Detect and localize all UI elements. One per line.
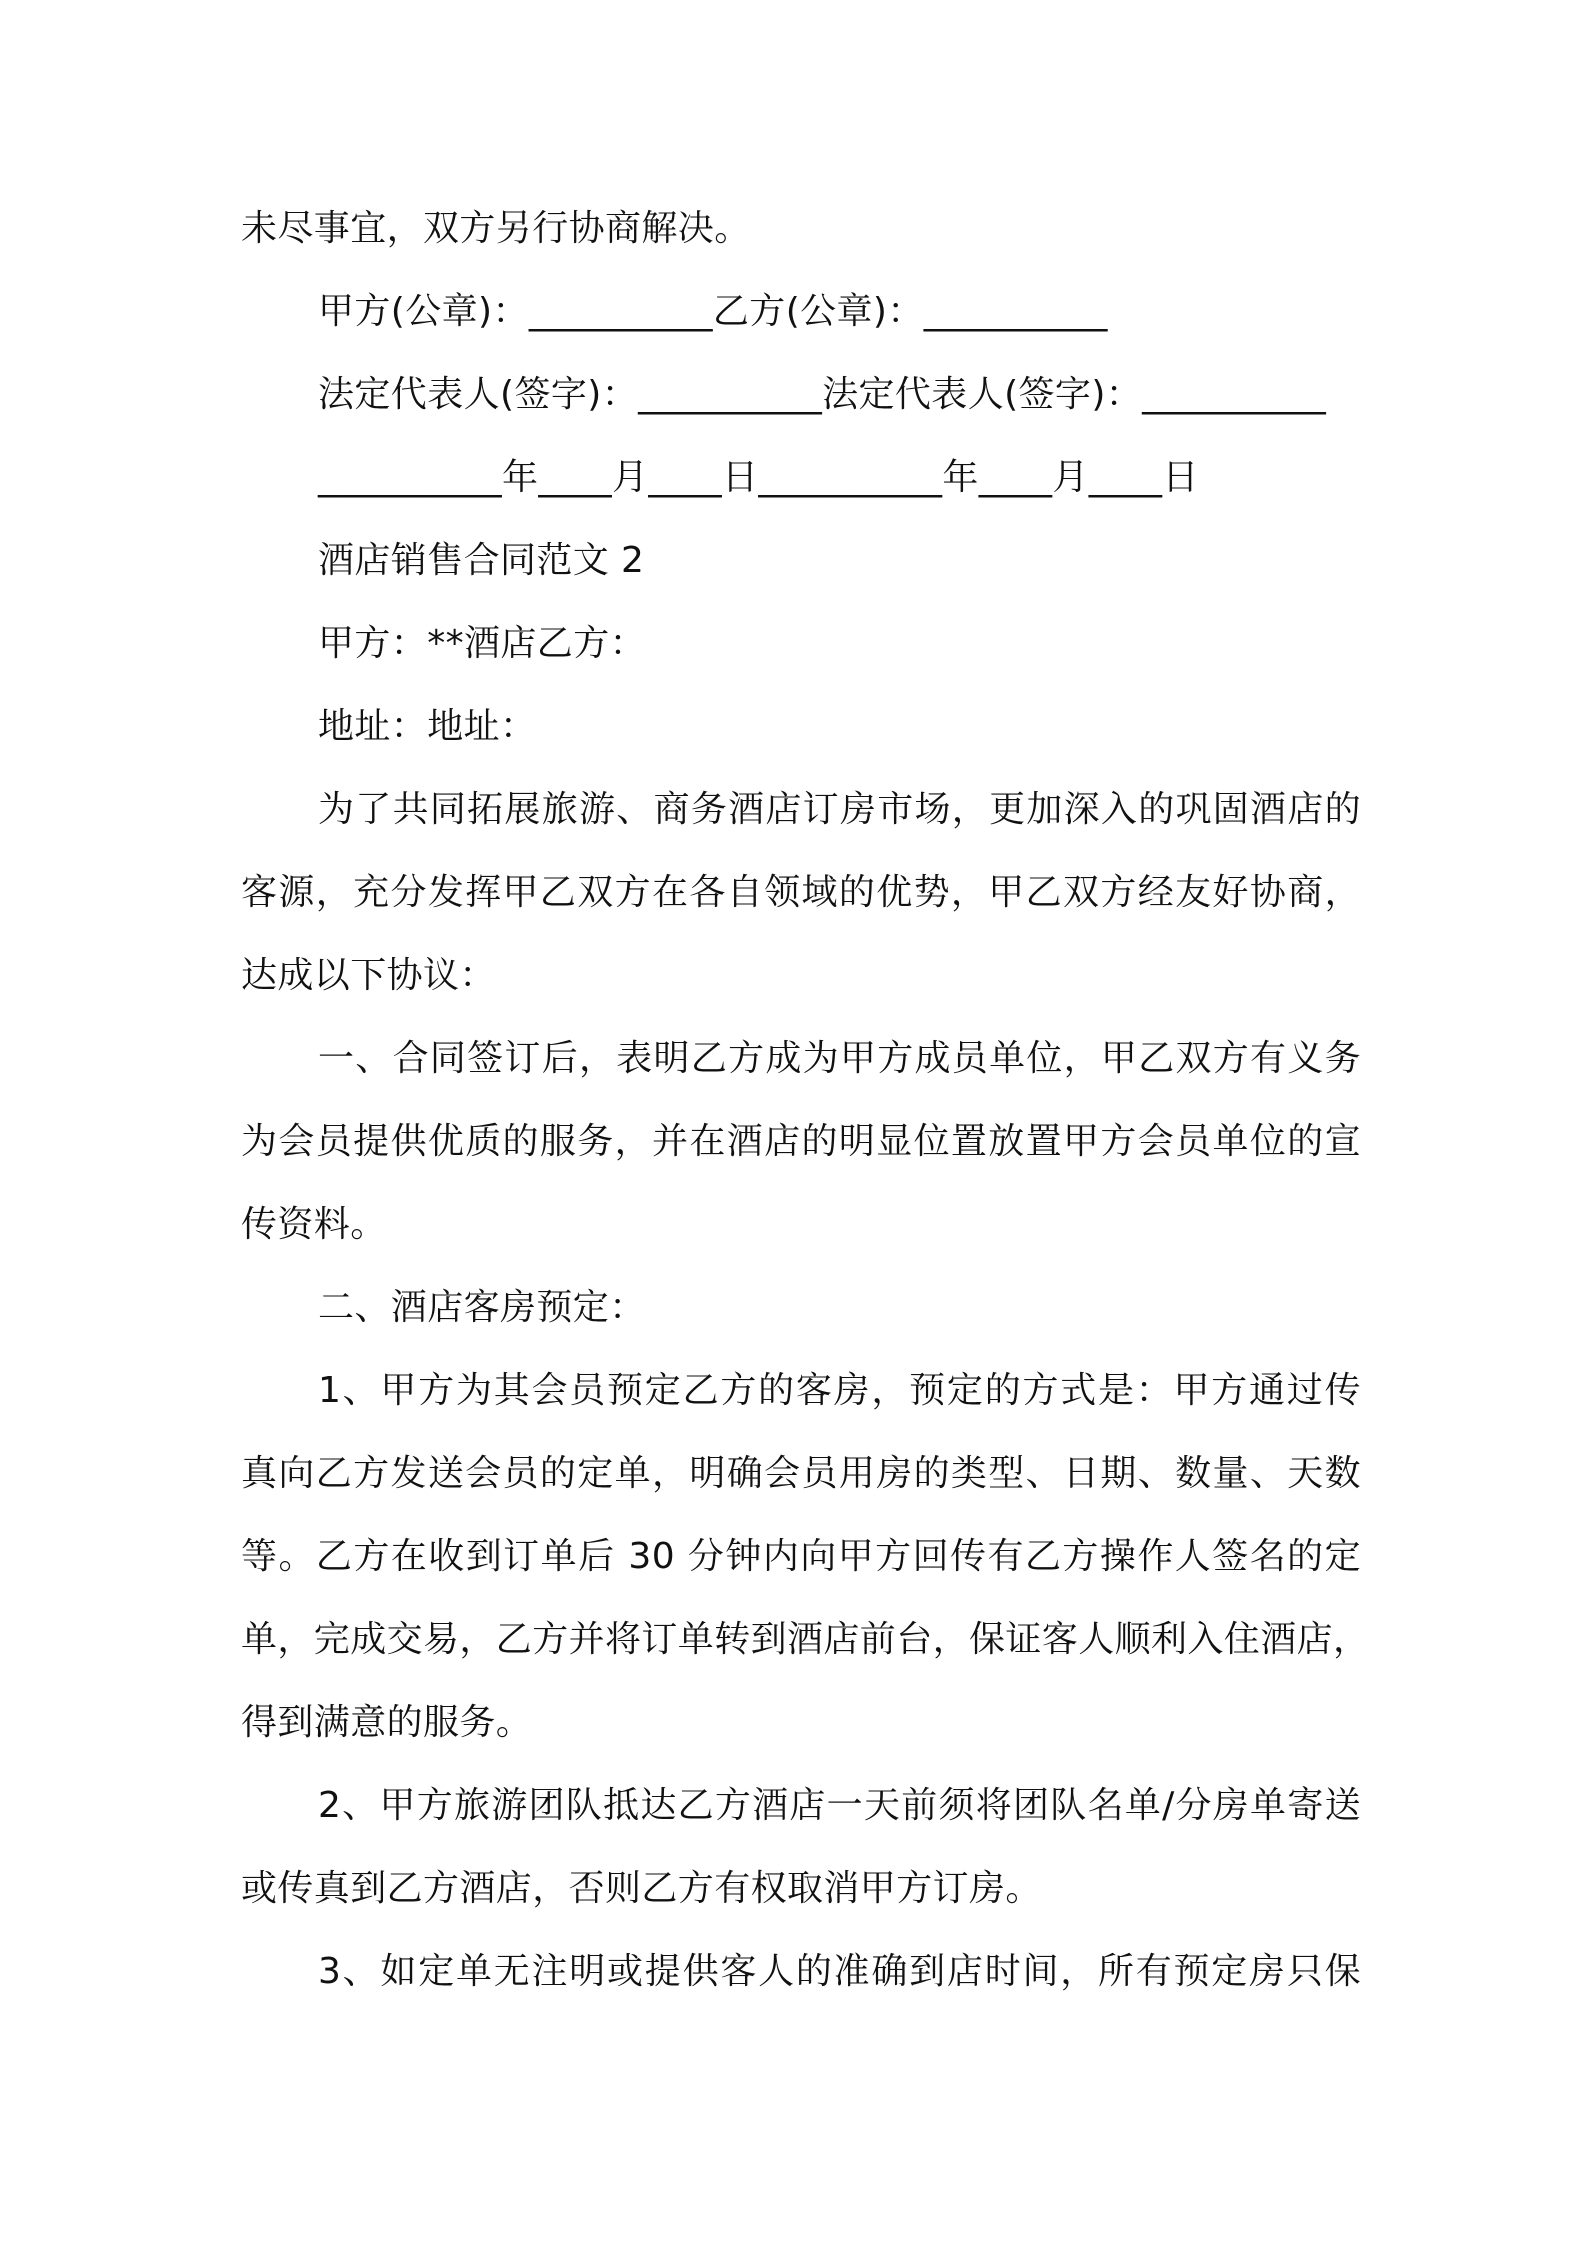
section-title: 酒店销售合同范文 2 bbox=[318, 540, 645, 581]
clause-line: 2、甲方旅游团队抵达乙方酒店一天前须将团队名单/分房单寄送 bbox=[318, 1785, 1361, 1826]
address-line: 地址：地址： bbox=[318, 706, 537, 747]
paragraph-line: 达成以下协议： bbox=[241, 955, 496, 996]
clause-line: 真向乙方发送会员的定单，明确会员用房的类型、日期、数量、天数 bbox=[241, 1453, 1361, 1494]
party-line: 甲方：**酒店乙方： bbox=[318, 623, 647, 664]
clause-line: 单，完成交易，乙方并将订单转到酒店前台，保证客人顺利入住酒店， bbox=[241, 1619, 1370, 1660]
signature-line-representative: 法定代表人(签字)：__________法定代表人(签字)：__________ bbox=[318, 374, 1327, 415]
paragraph-line: 为了共同拓展旅游、商务酒店订房市场，更加深入的巩固酒店的 bbox=[318, 789, 1361, 830]
clause-line: 为会员提供优质的服务，并在酒店的明显位置放置甲方会员单位的宣 bbox=[241, 1121, 1361, 1162]
signature-line-seal: 甲方(公章)：__________乙方(公章)：__________ bbox=[318, 291, 1108, 332]
clause-line: 或传真到乙方酒店，否则乙方有权取消甲方订房。 bbox=[241, 1868, 1042, 1909]
clause-line: 传资料。 bbox=[241, 1204, 387, 1245]
paragraph-line: 客源，充分发挥甲乙双方在各自领域的优势，甲乙双方经友好协商， bbox=[241, 872, 1361, 913]
clause-line: 1、甲方为其会员预定乙方的客房，预定的方式是：甲方通过传 bbox=[318, 1370, 1361, 1411]
clause-line: 得到满意的服务。 bbox=[241, 1702, 533, 1743]
clause-line: 3、如定单无注明或提供客人的准确到店时间，所有预定房只保 bbox=[318, 1951, 1361, 1992]
clause-line: 等。乙方在收到订单后 30 分钟内向甲方回传有乙方操作人签名的定 bbox=[241, 1536, 1361, 1577]
text-line-closing: 未尽事宜，双方另行协商解决。 bbox=[241, 208, 751, 249]
clause-heading: 二、酒店客房预定： bbox=[318, 1287, 646, 1328]
signature-line-date: __________年____月____日__________年____月____日 bbox=[318, 457, 1199, 498]
clause-line: 一、合同签订后，表明乙方成为甲方成员单位，甲乙双方有义务 bbox=[318, 1038, 1361, 1079]
